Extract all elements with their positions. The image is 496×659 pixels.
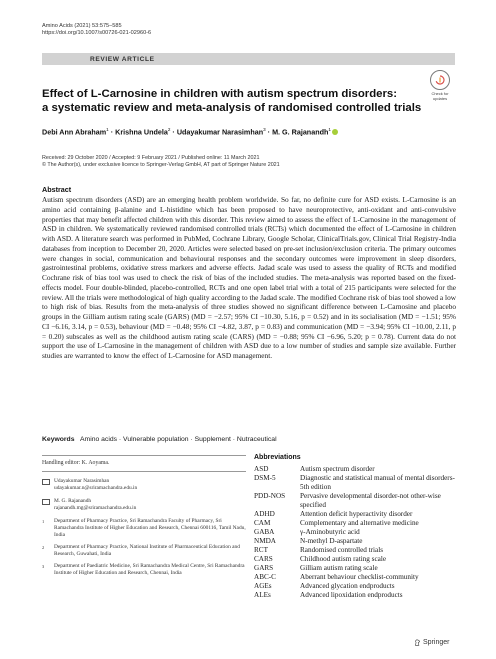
- publisher-name: Springer: [423, 639, 450, 646]
- abbreviation-definition: Autism spectrum disorder: [300, 465, 375, 473]
- abbreviation-term: PDD-NOS: [254, 492, 286, 500]
- contact-email[interactable]: rajanandh.mg@sriramachandra.edu.in: [54, 505, 137, 511]
- author-affiliation-mark: 3: [263, 127, 266, 132]
- abbreviation-term: ABC-C: [254, 573, 276, 581]
- abbreviation-term: CARS: [254, 555, 273, 563]
- abbreviation-row: [254, 546, 458, 555]
- contact-name: Udayakumar Narasimhan: [54, 478, 110, 484]
- doi-link[interactable]: https://doi.org/10.1007/s00726-021-02960-6: [42, 30, 152, 37]
- abbreviation-term: RCT: [254, 546, 268, 554]
- abbreviation-definition: Attention deficit hyperactivity disorder: [300, 510, 413, 518]
- affiliation: [42, 544, 246, 558]
- publication-dates: [42, 155, 280, 170]
- abbreviation-row: [254, 474, 458, 492]
- abbreviation-definition: N-methyl D-aspartate: [300, 537, 363, 545]
- history-dates: Received: 29 October 2020 / Accepted: 9 February 2021 / Published online: 11 March 2021: [42, 155, 260, 161]
- abstract-heading: Abstract: [42, 185, 72, 194]
- footnotes: [42, 478, 246, 582]
- abbreviations-table: [254, 465, 458, 600]
- author-name[interactable]: Krishna Undela: [115, 127, 168, 137]
- affiliation-text: Department of Pharmacy Practice, Sri Ramachandra Faculty of Pharmacy, Sri Ramachandra Institute of Higher Education and Research, Chennai 600116, Tamil Nadu, India: [54, 518, 246, 538]
- abbreviation-row: [254, 519, 458, 528]
- abbreviation-definition: Gilliam autism rating scale: [300, 564, 378, 572]
- abbreviation-term: NMDA: [254, 537, 276, 545]
- affiliation-number: 1: [42, 519, 45, 524]
- footnote-divider-top: [42, 455, 246, 456]
- contact-name: M. G. Rajanandh: [54, 498, 92, 504]
- author-list: [42, 127, 452, 136]
- affiliation-text: Department of Pharmacy Practice, National Institute of Pharmaceutical Education and Research, Guwahati, India: [54, 544, 240, 557]
- corresponding-author: [42, 498, 246, 512]
- affiliation-number: 2: [42, 545, 45, 550]
- abbreviation-row: [254, 465, 458, 474]
- abbreviation-term: GABA: [254, 528, 275, 536]
- abbreviations-heading: Abbreviations: [254, 454, 301, 461]
- author-separator: ·: [108, 127, 116, 137]
- article-type-bar: [42, 53, 455, 65]
- update-icon: [430, 70, 450, 90]
- abbreviation-row: [254, 564, 458, 573]
- journal-citation: Amino Acids (2021) 53:575–585: [42, 23, 122, 29]
- contact-email[interactable]: udayakumar.n@sriramachandra.edu.in: [54, 485, 138, 491]
- abbreviation-row: [254, 555, 458, 564]
- abbreviation-row: [254, 492, 458, 510]
- abbreviation-term: CAM: [254, 519, 271, 527]
- abbreviation-definition: Childhood autism rating scale: [300, 555, 387, 563]
- abbreviation-definition: Advanced lipoxidation endproducts: [300, 591, 403, 599]
- abbreviation-definition: γ-Aminobutyric acid: [300, 528, 360, 536]
- keywords-line: [42, 436, 277, 443]
- envelope-icon: [42, 479, 50, 485]
- author-name[interactable]: Debi Ann Abraham: [42, 127, 107, 137]
- affiliation: [42, 518, 246, 539]
- footnote-divider: [42, 471, 246, 472]
- abbreviation-term: ALEs: [254, 591, 271, 599]
- abbreviation-term: GARS: [254, 564, 274, 572]
- abstract-text: Autism spectrum disorders (ASD) are an emerging health problem worldwide. So far, no definite cure for ASD exists. L-Carnosine is an amino acid containing β-alanine and L-histidine which has been proposed to have neuroprotective, anti-oxidant and anti-convulsive properties that may benefit affected children with this disorder. This review aimed to assess the effect of L-Carnosine in the management of ASD in children. We systematically reviewed randomised controlled trials (RCTs) which documented the effect of L-Carnosine in children with ASD. A literature search was performed in PubMed, Cochrane Library, Google Scholar, ClinicalTrials.gov, Clinical Trial Registry-India databases from inception to December 20, 2020. Articles were selected based on pre-set inclusion/exclusion criteria. The primary outcomes were changes in social, communication and behavioural responses and the secondary outcomes were improvement in sleep disorders, gastrointestinal problems, oxidative stress markers and adverse effects. Jadad scale was used to assess the quality of RCTs and modified Cochrane risk of bias tool was used to check the risk of bias of the included studies. The meta-analysis was reported based on the fixed-effects model. Four double-blinded, placebo-controlled, RCTs and one open label trial with a total of 215 participants were selected for the review. All the trials were methodological of high quality according to the Jadad scale. The modified Cochrane risk of bias tool showed a low to high risk of bias. Results from the meta-analysis of three studies showed no significant difference between L-Carnosine and placebo groups in the Gilliam autism rating scale (GARS) (MD = −2.57; 95% CI −10.30, 5.16, p = 0.52) and in its socialisation (MD = −1.51; 95% CI −6.16, 3.14, p = 0.53), behaviour (MD = −0.48; 95% CI −4.82, 3.87, p = 0.83) and communication (MD = −3.94; 95% CI −10.00, 2.11, p = 0.20) subscales as well as the childhood autism rating scale (CARS) (MD = −0.88; 95% CI −6.96, 5.20; p = 0.78). Current data do not support the use of L-Carnosine in the management of children with ASD due to a low number of studies and sample size available. Further studies are warranted to know the effect of L-Carnosine for ASD management.: [42, 195, 456, 360]
- keywords-label: Keywords: [42, 436, 75, 443]
- author-affiliation-mark: 1: [328, 127, 331, 132]
- affiliation-number: 3: [42, 564, 45, 569]
- keywords-list: Amino acids · Vulnerable population · Supplement · Nutraceutical: [80, 436, 277, 443]
- abbreviation-term: ASD: [254, 465, 269, 473]
- springer-logo: [414, 639, 449, 646]
- copyright-notice: © The Author(s), under exclusive licence to Springer-Verlag GmbH, AT part of Springer Nature 2021: [42, 162, 280, 169]
- abbreviation-term: ADHD: [254, 510, 275, 518]
- article-type-label: REVIEW ARTICLE: [90, 55, 155, 63]
- check-for-updates-badge[interactable]: [423, 70, 457, 101]
- abbreviation-row: [254, 573, 458, 582]
- abbreviation-definition: Diagnostic and statistical manual of mental disorders-5th edition: [300, 474, 455, 491]
- article-title: Effect of L-Carnosine in children with autism spectrum disorders: a systematic review and meta-analysis of randomised controlled trials: [42, 88, 422, 114]
- orcid-icon[interactable]: [332, 129, 338, 135]
- author-separator: ·: [170, 127, 177, 137]
- abbreviation-definition: Advanced glycation endproducts: [300, 582, 395, 590]
- journal-reference: [42, 23, 151, 38]
- abbreviation-term: DSM-5: [254, 474, 276, 482]
- abbreviation-definition: Complementary and alternative medicine: [300, 519, 419, 527]
- springer-horse-icon: [414, 639, 421, 646]
- affiliation: [42, 563, 246, 577]
- abbreviation-row: [254, 528, 458, 537]
- author-separator: ·: [265, 127, 273, 137]
- abbreviation-term: AGEs: [254, 582, 272, 590]
- abbreviation-definition: Pervasive developmental disorder-not other-wise specified: [300, 492, 441, 509]
- envelope-icon: [42, 499, 50, 505]
- author-affiliation-mark: 2: [167, 127, 171, 132]
- abbreviation-row: [254, 510, 458, 519]
- author-name[interactable]: M. G. Rajanandh: [272, 127, 329, 137]
- handling-editor: Handling editor: K. Aoyama.: [42, 460, 110, 466]
- author-affiliation-mark: 1: [106, 127, 109, 132]
- author-name[interactable]: Udayakumar Narasimhan: [176, 127, 264, 137]
- abbreviation-definition: Randomised controlled trials: [300, 546, 384, 554]
- abbreviation-definition: Aberrant behaviour checklist-community: [300, 573, 419, 581]
- abbreviation-row: [254, 537, 458, 546]
- corresponding-author: [42, 478, 246, 492]
- update-badge-text: Check for updates: [431, 91, 449, 101]
- abbreviation-row: [254, 582, 458, 591]
- abbreviation-row: [254, 591, 458, 600]
- affiliation-text: Department of Paediatric Medicine, Sri Ramachandra Medical Centre, Sri Ramachandra Institute of Higher Education and Research, Chennai, India: [54, 563, 245, 576]
